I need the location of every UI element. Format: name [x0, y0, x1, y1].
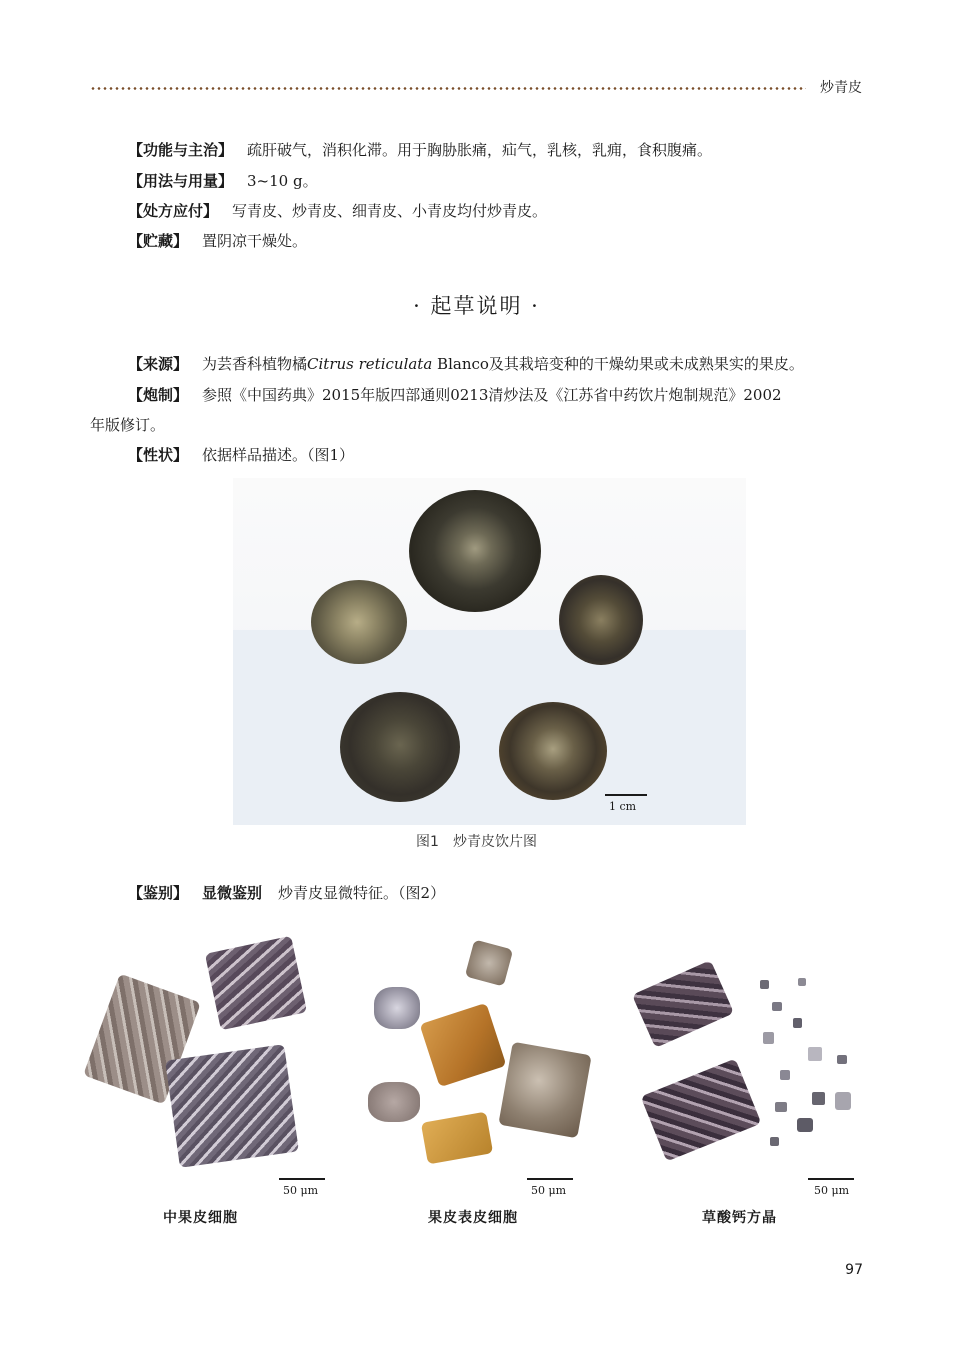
label-xianwei: 显微鉴别 — [202, 884, 263, 902]
figure1-caption: 图1 炒青皮饮片图 — [416, 834, 537, 850]
fragment — [368, 1082, 420, 1122]
text-jianbie: 炒青皮显微特征。（图2） — [278, 884, 446, 902]
header-title: 炒青皮 — [820, 80, 862, 96]
line-xingzhuang — [128, 444, 354, 466]
text-gongneng: 疏肝破气，消积化滞。用于胸胁胀痛，疝气，乳核，乳痈，食积腹痛。 — [247, 141, 713, 159]
label-paozhi: 【炮制】 — [128, 386, 189, 404]
text-yongfa: 3~10 g。 — [247, 172, 318, 190]
figure1-photo — [233, 478, 746, 825]
fragment — [465, 939, 513, 986]
fragment — [641, 1058, 762, 1161]
crystal — [835, 1092, 851, 1110]
fragment — [421, 1112, 493, 1165]
line-paozhi — [128, 384, 782, 406]
label-jianbie: 【鉴别】 — [128, 884, 189, 902]
label-yongfa: 【用法与用量】 — [128, 172, 234, 190]
text-zhucang: 置阴凉干燥处。 — [202, 232, 308, 250]
slice-bottom-left — [340, 692, 460, 802]
text-laiyuan-before: 为芸香科植物橘 — [202, 355, 308, 373]
line-laiyuan — [128, 353, 804, 375]
text-xingzhuang: 依据样品描述。（图1） — [202, 446, 355, 464]
line-yongfa — [128, 170, 318, 192]
crystal — [797, 1118, 813, 1132]
panel-caption: 中果皮细胞 — [163, 1210, 238, 1226]
crystal — [772, 1002, 782, 1011]
crystal — [793, 1018, 802, 1028]
label-gongneng: 【功能与主治】 — [128, 141, 234, 159]
label-xingzhuang: 【性状】 — [128, 446, 189, 464]
crystal — [798, 978, 806, 986]
line-chufang — [128, 200, 547, 222]
crystal — [837, 1055, 847, 1064]
text-laiyuan-after: Blanco及其栽培变种的干燥幼果或未成熟果实的果皮。 — [432, 355, 804, 373]
crystal — [808, 1047, 822, 1061]
fragment — [374, 987, 420, 1029]
slice-right — [559, 575, 643, 665]
slice-left — [311, 580, 407, 664]
scale-label: 50 μm — [283, 1184, 319, 1197]
crystal — [760, 980, 769, 989]
section-title: · 起草说明 · — [413, 294, 540, 318]
line-paozhi-cont: 年版修订。 — [90, 416, 166, 434]
crystal — [763, 1032, 774, 1044]
crystal — [770, 1137, 779, 1146]
text-paozhi-1: 参照《中国药典》2015年版四部通则0213清炒法及《江苏省中药饮片炮制规范》2002 — [202, 386, 782, 404]
crystal — [812, 1092, 825, 1105]
slice-top — [409, 490, 541, 612]
label-chufang: 【处方应付】 — [128, 202, 219, 220]
line-gongneng — [128, 139, 712, 161]
fragment — [205, 936, 307, 1031]
scale-label: 50 μm — [814, 1184, 850, 1197]
scale-bar — [279, 1178, 325, 1180]
page-number: 97 — [845, 1262, 863, 1278]
label-zhucang: 【贮藏】 — [128, 232, 189, 250]
text-chufang: 写青皮、炒青皮、细青皮、小青皮均付炒青皮。 — [232, 202, 548, 220]
panel-caption: 果皮表皮细胞 — [428, 1210, 518, 1226]
label-laiyuan: 【来源】 — [128, 355, 189, 373]
crystal — [780, 1070, 790, 1080]
figure1-scale-bar — [605, 794, 647, 796]
crystal — [775, 1102, 787, 1112]
figure1-scale-label: 1 cm — [609, 800, 637, 813]
slice-bottom-right — [499, 702, 607, 800]
latin-name: Citrus reticulata — [307, 355, 433, 373]
scale-bar — [527, 1178, 573, 1180]
fragment — [498, 1042, 591, 1139]
fragment — [632, 960, 734, 1048]
scale-label: 50 μm — [531, 1184, 567, 1197]
fragment — [165, 1044, 299, 1168]
panel-caption: 草酸钙方晶 — [702, 1210, 777, 1226]
header-dotted-rule — [90, 87, 806, 90]
running-header — [90, 78, 862, 98]
line-zhucang — [128, 230, 307, 252]
line-jianbie — [128, 882, 445, 904]
fragment — [420, 1003, 507, 1087]
scale-bar — [808, 1178, 854, 1180]
